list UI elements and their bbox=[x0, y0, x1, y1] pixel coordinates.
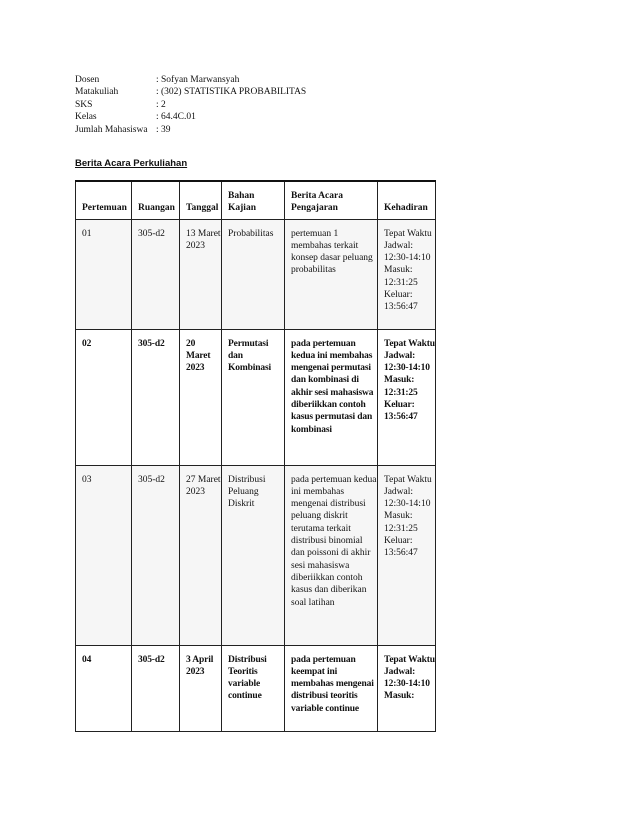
info-value: : Sofyan Marwansyah bbox=[156, 75, 240, 85]
info-value: : 64.4C.01 bbox=[156, 112, 196, 123]
info-label: Dosen bbox=[75, 75, 100, 85]
header-berita-acara: Berita Acara Pengajaran bbox=[285, 181, 378, 219]
info-row-jumlah-mahasiswa bbox=[75, 124, 306, 136]
cell-kehadiran: Tepat Waktu Jadwal: 12:30-14:10 Masuk: 12:31:25 Keluar: 13:56:47 bbox=[378, 465, 436, 645]
info-value: : 2 bbox=[156, 99, 166, 110]
cell-kehadiran: Tepat Waktu Jadwal: 12:30-14:10 Masuk: 12:31:25 Keluar: 13:56:47 bbox=[378, 219, 436, 329]
info-value: : 39 bbox=[156, 124, 171, 135]
cell-berita: pada pertemuan kedua ini membahas mengenai distribusi peluang diskrit terutama terkait distribusi binomial dan poissoni di akhir sesi mahasiswa diberiikkan contoh kasus dan diberikan soal latihan bbox=[285, 465, 378, 645]
cell-tanggal: 27 Maret 2023 bbox=[180, 465, 222, 645]
cell-pertemuan: 03 bbox=[76, 465, 132, 645]
cell-berita: pada pertemuan kedua ini membahas mengenai permutasi dan kombinasi di akhir sesi mahasiswa diberiikkan contoh kasus permutasi dan kombinasi bbox=[285, 329, 378, 465]
table-row bbox=[76, 329, 436, 465]
cell-berita: pada pertemuan keempat ini membahas mengenai distribusi teoritis variable continue bbox=[285, 645, 378, 731]
cell-pertemuan: 02 bbox=[76, 329, 132, 465]
cell-bahan: Distribusi Teoritis variable continue bbox=[222, 645, 285, 731]
table-header-row bbox=[76, 181, 436, 219]
info-value: : (302) STATISTIKA PROBABILITAS bbox=[156, 87, 307, 98]
cell-bahan: Distribusi Peluang Diskrit bbox=[222, 465, 285, 645]
header-tanggal: Tanggal bbox=[180, 181, 222, 219]
cell-bahan: Probabilitas bbox=[222, 219, 285, 329]
cell-tanggal: 13 Maret 2023 bbox=[180, 219, 222, 329]
cell-pertemuan: 04 bbox=[76, 645, 132, 731]
table-row bbox=[76, 645, 436, 731]
cell-ruangan: 305-d2 bbox=[132, 465, 180, 645]
cell-tanggal: 3 April 2023 bbox=[180, 645, 222, 731]
cell-kehadiran: Tepat Waktu Jadwal: 12:30-14:10 Masuk: 12:31:25 Keluar: 13:56:47 bbox=[378, 329, 436, 465]
info-row-sks bbox=[75, 99, 306, 111]
cell-tanggal: 20 Maret 2023 bbox=[180, 329, 222, 465]
cell-ruangan: 305-d2 bbox=[132, 645, 180, 731]
header-pertemuan: Pertemuan bbox=[76, 181, 132, 219]
header-kehadiran: Kehadiran bbox=[378, 181, 436, 219]
cell-ruangan: 305-d2 bbox=[132, 219, 180, 329]
cell-pertemuan: 01 bbox=[76, 219, 132, 329]
info-row-matakuliah bbox=[75, 86, 306, 98]
section-title: Berita Acara Perkuliahan bbox=[75, 158, 188, 169]
info-label: Matakuliah bbox=[75, 87, 119, 98]
cell-bahan: Permutasi dan Kombinasi bbox=[222, 329, 285, 465]
berita-acara-table bbox=[75, 180, 436, 732]
table-row bbox=[76, 219, 436, 329]
info-label: Jumlah Mahasiswa bbox=[75, 124, 148, 135]
info-row-dosen bbox=[75, 74, 306, 86]
course-info bbox=[75, 74, 306, 136]
cell-kehadiran: Tepat Waktu Jadwal: 12:30-14:10 Masuk: bbox=[378, 645, 436, 731]
info-label: Kelas bbox=[75, 112, 97, 123]
header-bahan-kajian: Bahan Kajian bbox=[222, 181, 285, 219]
cell-berita: pertemuan 1 membahas terkait konsep dasar peluang probabilitas bbox=[285, 219, 378, 329]
header-ruangan: Ruangan bbox=[132, 181, 180, 219]
info-label: SKS bbox=[75, 99, 93, 110]
cell-ruangan: 305-d2 bbox=[132, 329, 180, 465]
table-row bbox=[76, 465, 436, 645]
info-row-kelas bbox=[75, 111, 306, 123]
